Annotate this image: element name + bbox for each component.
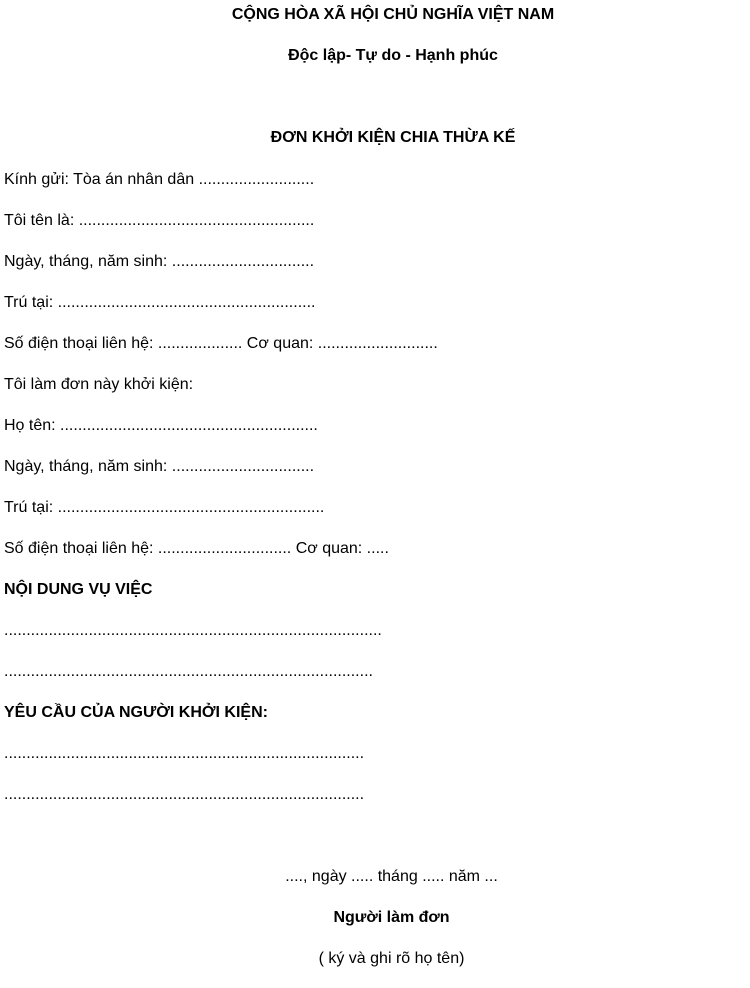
plaintiff-dob-line: Ngày, tháng, năm sinh: ................................: [4, 253, 315, 270]
defendant-name-line: Họ tên: ..........................................................: [4, 417, 318, 434]
defendant-phone-line: Số điện thoại liên hệ: .............................. Cơ quan: .....: [4, 540, 389, 557]
recipient-line: Kính gửi: Tòa án nhân dân ..........................: [4, 171, 315, 188]
signature-role: Người làm đơn: [333, 909, 450, 926]
document-title: ĐƠN KHỞI KIỆN CHIA THỪA KẾ: [270, 129, 516, 146]
signature-date-line: ...., ngày ..... tháng ..... năm ...: [285, 868, 498, 885]
signature-note: ( ký và ghi rõ họ tên): [318, 950, 465, 967]
country-header: CỘNG HÒA XÃ HỘI CHỦ NGHĨA VIỆT NAM: [231, 6, 555, 23]
case-content-heading: NỘI DUNG VỤ VIỆC: [4, 581, 153, 598]
case-content-line: .....................................................................................: [4, 622, 382, 639]
plaintiff-name-line: Tôi tên là: .....................................................: [4, 212, 315, 229]
defendant-dob-line: Ngày, tháng, năm sinh: ................................: [4, 458, 315, 475]
intro-line: Tôi làm đơn này khởi kiện:: [4, 376, 194, 393]
defendant-address-line: Trú tại: ............................................................: [4, 499, 325, 516]
plaintiff-address-line: Trú tại: ..........................................................: [4, 294, 316, 311]
requests-line: .................................................................................: [4, 745, 365, 762]
plaintiff-phone-line: Số điện thoại liên hệ: ................... Cơ quan: ...........................: [4, 335, 438, 352]
requests-line: .................................................................................: [4, 786, 365, 803]
case-content-line: ...................................................................................: [4, 663, 373, 680]
motto: Độc lập- Tự do - Hạnh phúc: [288, 47, 498, 64]
requests-heading: YÊU CẦU CỦA NGƯỜI KHỞI KIỆN:: [4, 704, 268, 721]
